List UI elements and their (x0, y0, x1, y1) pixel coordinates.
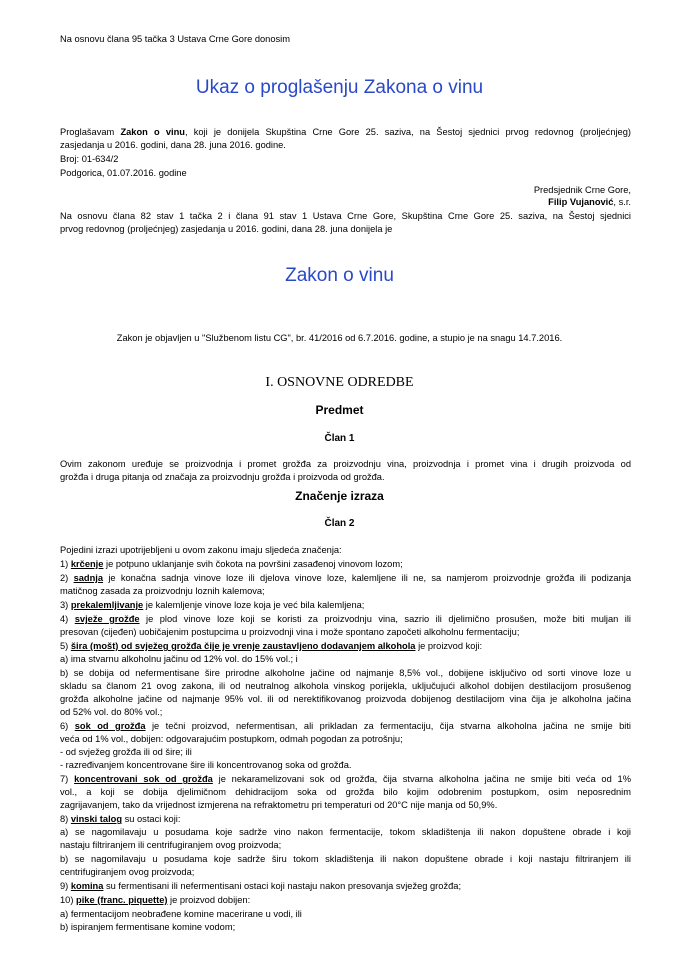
term-8-a1: a) se nagomilavaju u posudama koje sadrže vino nakon fermentacije, tokom skladištenja ili nakon dopuštene obrade i koji (60, 827, 631, 837)
term-4-line1: 4) svježe grožđe je plod vinove loze koji se koristi za proizvodnju vina, sazrio ili djelimično prosušen, može biti muljan ili (60, 614, 631, 624)
clan2-intro: Pojedini izrazi upotrijebljeni u ovom zakonu imaju sljedeća značenja: (60, 545, 342, 555)
term-5-b3: grožđa alkoholne jačine od najmanje 95% vol. ili od nerektifikovanog proizvoda dobijenog destilacijom vina čija je alkoholna jačina (60, 694, 631, 704)
term-8: 8) vinski talog su ostaci koji: (60, 814, 181, 824)
znacenje-heading: Značenje izraza (295, 489, 384, 503)
ukaz-title: Ukaz o proglašenju Zakona o vinu (195, 77, 484, 98)
president-role: Predsjednik Crne Gore, (533, 185, 631, 195)
basis-line1: Na osnovu člana 82 stav 1 tačka 2 i člana 91 stav 1 Ustava Crne Gore, Skupština Crne Gore 25. saziva, na Šestoj sjednici (60, 211, 631, 221)
term-6-dash2: - razređivanjem koncentrovane šire ili koncentrovanog soka od grožđa. (60, 760, 352, 770)
term-1: 1) krčenje je potpuno uklanjanje svih čokota na površini zasađenoj vinovom lozom; (60, 559, 403, 569)
published-line: Zakon je objavljen u "Službenom listu CG", br. 41/2016 od 6.7.2016. godine, a stupio je na snagu 14.7.2016. (116, 333, 563, 343)
term-5-b4: od 52% vol. do 80% vol.; (60, 707, 163, 717)
broj-line: Broj: 01-634/2 (60, 154, 119, 164)
term-8-a2: nastaju filtriranjem ili centrifugiranjem ovog proizvoda; (60, 840, 282, 850)
intro-line: Na osnovu člana 95 tačka 3 Ustava Crne Gore donosim (60, 34, 290, 44)
proglasavam-line2: zasjedanja u 2016. godini, dana 28. juna 2016. godine. (60, 140, 286, 150)
term-9: 9) komina su fermentisani ili nefermentisani ostaci koji nastaju nakon presovanja svježeg grožđa; (60, 881, 462, 891)
term-6-line1: 6) sok od grožđa je tečni proizvod, nefermentisan, ali prikladan za fermentaciju, čija stvarna alkoholna jačina ne smije biti (60, 721, 631, 731)
term-2-line1: 2) sadnja je konačna sadnja vinove loze ili djelova vinove loze, kalemljene ili ne, sa namjerom proizvodnje grožđa ili podizanja (60, 573, 631, 583)
term-7-line2: vol., a koji se dobija djelimičnom dehidracijom soka od grožđa bilo kojim odobrenim postupkom, osim neposrednim (60, 787, 631, 797)
term-5: 5) šira (mošt) od svježeg grožđa čije je vrenje zaustavljeno dodavanjem alkohola je proizvod koji: (60, 641, 483, 651)
term-4-line2: presovan (cijeđen) uobičajenim postupcima u proizvodnji vina i može spontano započeti alkoholnu fermentaciju; (60, 627, 520, 637)
term-7-line1: 7) koncentrovani sok od grožđa je nekaramelizovani sok od grožđa, čija stvarna alkoholna jačina ne smije biti veća od 1% (60, 774, 631, 784)
term-5-a: a) ima stvarnu alkoholnu jačinu od 12% vol. do 15% vol.; i (60, 654, 298, 664)
term-6-line2: veća od 1% vol., dobijen: odgovarajućim postupkom, odmah pogodan za potrošnju; (60, 734, 403, 744)
clan1-heading: Član 1 (324, 433, 355, 444)
proglasavam-line1: Proglašavam Zakon o vinu, koji je donijela Skupština Crne Gore 25. saziva, na Šestoj sjednici prvog redovnog (proljećnjeg) (60, 127, 631, 137)
term-2-line2: matičnog zasada za proizvodnju loznih kalemova; (60, 586, 265, 596)
term-10-a: a) fermentacijom neobrađene komine macerirane u vodi, ili (60, 909, 302, 919)
term-7-line3: zagrijavanjem, tako da vrijednost izmjerena na refraktometru pri temperaturi od 20°C nije manja od 50,9%. (60, 800, 498, 810)
predmet-heading: Predmet (315, 403, 364, 417)
term-8-b1: b) se nagomilavaju u posudama koje sadrže širu tokom skladištenja ili nakon dopuštene obrade i koji nastaju filtriranjem ili (60, 854, 631, 864)
clan2-heading: Član 2 (324, 518, 355, 529)
clan1-text-line2: grožđa i druga pitanja od značaja za proizvodnju grožđa i proizvoda od grožđa. (60, 472, 385, 482)
term-10: 10) pike (franc. piquette) je proizvod dobijen: (60, 895, 251, 905)
term-5-b2: skladu sa članom 21 ovog zakona, ili od neutralnog alkohola vinskog porijekla, uključujući alkohol dobijen destilacijom prosušenog (60, 681, 631, 691)
term-5-b1: b) se dobija od nefermentisane šire prirodne alkoholne jačine od najmanje 8,5% vol., dobijene isključivo od sorti vinove loze u (60, 668, 631, 678)
term-8-b2: centrifugiranjem ovog proizvoda; (60, 867, 195, 877)
clan1-text-line1: Ovim zakonom uređuje se proizvodnja i promet grožđa za proizvodnju vina, proizvodnja i promet vina i drugih proizvoda od (60, 459, 631, 469)
president-signature: Filip Vujanović, s.r. (548, 197, 631, 207)
section-heading: I. OSNOVNE ODREDBE (265, 375, 414, 390)
term-10-b: b) ispiranjem fermentisane komine vodom; (60, 922, 236, 932)
law-title: Zakon o vinu (285, 265, 394, 286)
term-3: 3) prekalemljivanje je kalemljenje vinove loze koja je već bila kalemljena; (60, 600, 365, 610)
place-date-line: Podgorica, 01.07.2016. godine (60, 168, 187, 178)
term-6-dash1: - od svježeg grožđa ili od šire; ili (60, 747, 192, 757)
basis-line2: prvog redovnog (proljećnjeg) zasjedanja u 2016. godini, dana 28. juna donijela je (60, 224, 393, 234)
